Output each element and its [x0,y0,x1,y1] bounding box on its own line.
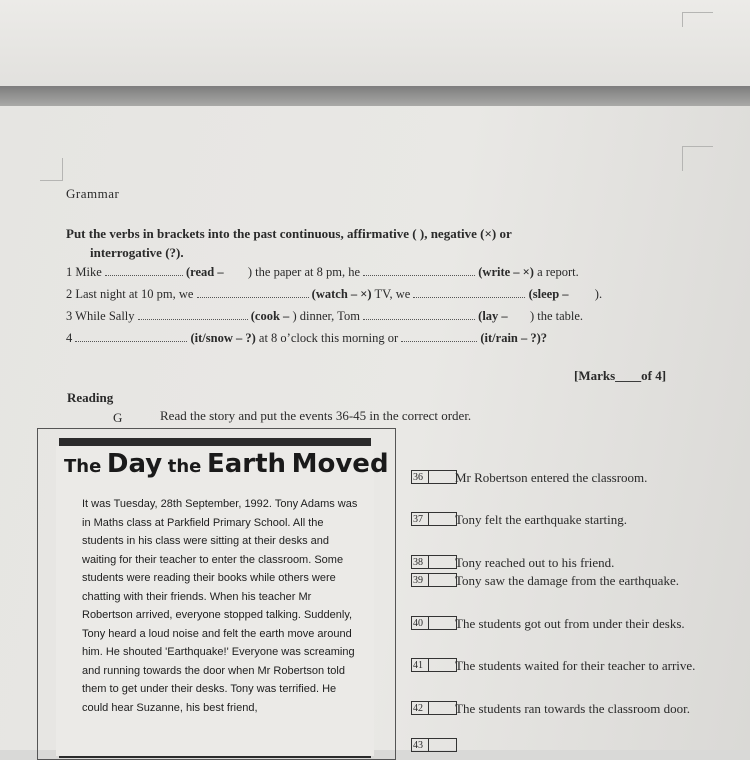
answer-blank[interactable] [363,309,475,320]
event-text: Tony saw the damage from the earthquake. [455,573,679,588]
title-word: The [64,456,102,477]
answer-box[interactable] [429,658,457,672]
answer-blank[interactable] [138,309,248,320]
exercise-line [66,331,547,346]
event-text: The students got out from under their desks. [455,616,685,631]
exercise-number: 3 While Sally [66,309,135,323]
title-word: Day [106,449,163,479]
instruction-line-1: Put the verbs in brackets into the past continuous, affirmative ( ), negative (×) or [66,226,512,241]
crop-mark [40,158,63,181]
event-number: 38 [411,555,429,569]
answer-box[interactable] [429,573,457,587]
event-number: 39 [411,573,429,587]
exercise-line [66,309,583,324]
verb-prompt: (watch – ×) [311,287,372,301]
exercise-text: ) dinner, Tom [292,309,360,323]
crop-mark [682,12,713,27]
story-text: It was Tuesday, 28th September, 1992. Tony Adams was in Maths class at Parkfield Primary School. All the students in his class were sitting at their desks and waiting for their teacher to enter the classroom. Some students were reading their books while others were chatting with their friends. When his teacher Mr Robertson arrived, everyone stopped talking. Suddenly, Tony heard a loud noise and felt the earth move around him. He shouted 'Earthquake!' Everyone was screaming and running towards the door when Mr Robertson told them to get under their desks. Tony was terrified. He could hear Suzanne, his best friend, [82,498,358,714]
answer-blank[interactable] [197,287,309,298]
event-number: 37 [411,512,429,526]
exercise-number: 1 Mike [66,265,102,279]
title-word: Earth [206,449,287,479]
event-number: 42 [411,701,429,715]
title-word: Moved [291,449,389,479]
event-text: The students waited for their teacher to arrive. [455,658,696,673]
story-title [64,449,389,479]
verb-prompt: (read – [186,265,224,279]
verb-prompt: (sleep – [528,287,569,301]
exercise-text: TV, we [374,287,411,301]
answer-blank[interactable] [413,287,525,298]
answer-blank[interactable] [363,265,475,276]
reading-title: Reading [67,390,114,405]
exercise-number: 4 [66,331,73,345]
event-number: 36 [411,470,429,484]
answer-box[interactable] [429,512,457,526]
event-text: Mr Robertson entered the classroom. [455,470,648,485]
answer-box[interactable] [429,616,457,630]
exercise-text: a report. [537,265,579,279]
verb-prompt: (cook – [250,309,290,323]
verb-prompt: (it/snow – ?) [190,331,256,345]
answer-box[interactable] [429,470,457,484]
reading-instruction: Read the story and put the events 36-45 in the correct order. [160,408,472,423]
answer-blank[interactable] [75,331,187,342]
answer-blank[interactable] [105,265,183,276]
section-title: Grammar [66,186,120,201]
event-number: 41 [411,658,429,672]
exercise-line [66,287,602,302]
answer-box[interactable] [429,555,457,569]
event-number: 40 [411,616,429,630]
event-text: Tony felt the earthquake starting. [455,512,628,527]
verb-prompt: (it/rain – ?)? [480,331,548,345]
exercise-number: 2 Last night at 10 pm, we [66,287,194,301]
exercise-text: ) the table. [529,309,584,323]
instruction-line-2: interrogative (?). [90,245,184,260]
title-word: the [167,456,202,477]
exercise-text: ). [594,287,603,301]
exercise-text: at 8 o’clock this morning or [258,331,399,345]
event-text: Tony reached out to his friend. [455,555,615,570]
verb-prompt: (lay – [478,309,508,323]
verb-prompt: (write – ×) [478,265,534,279]
crop-mark [682,146,713,171]
page-gap [0,86,750,106]
answer-box[interactable] [429,701,457,715]
exercise-letter: G [113,410,123,425]
exercise-text: ) the paper at 8 pm, he [247,265,360,279]
marks-label: [Marks____of 4] [574,368,667,383]
answer-blank[interactable] [401,331,477,342]
event-number: 43 [411,738,429,752]
previous-page [0,0,750,86]
exercise-line [66,265,579,280]
event-text: The students ran towards the classroom door. [455,701,691,716]
grammar-instruction [66,224,666,262]
